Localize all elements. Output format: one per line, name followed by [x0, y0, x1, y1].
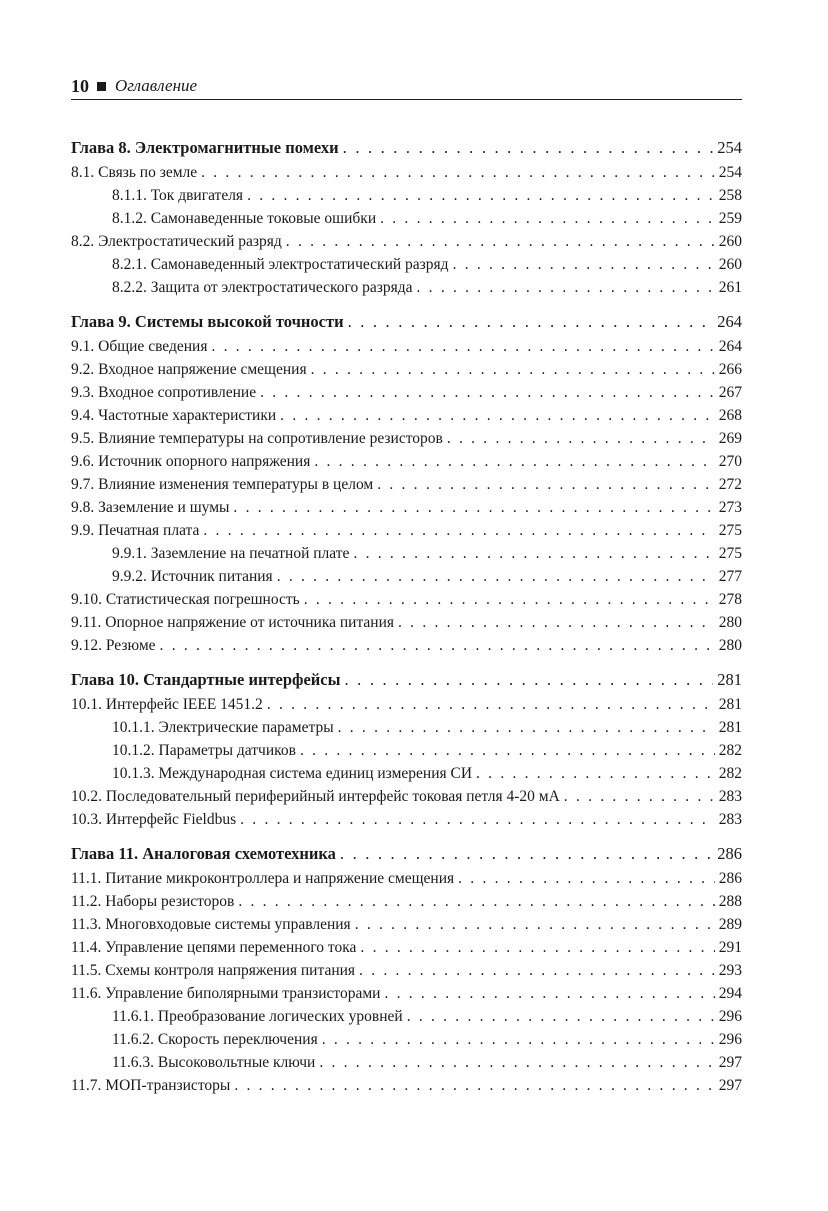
toc-page-number: 280: [718, 614, 742, 631]
toc-page-number: 254: [718, 164, 742, 181]
toc-subsection-entry[interactable]: [71, 276, 742, 299]
toc-section-entry[interactable]: [71, 161, 742, 184]
dot-leader: [360, 936, 714, 959]
dot-leader: [398, 611, 715, 634]
toc-subsection-entry[interactable]: [71, 184, 742, 207]
toc-section-entry[interactable]: [71, 519, 742, 542]
toc-subsection-entry[interactable]: [71, 739, 742, 762]
toc-chapter-heading[interactable]: [71, 308, 742, 335]
toc-page-number: 258: [718, 187, 742, 204]
toc-entry-title: 9.9. Печатная плата: [71, 522, 200, 539]
toc-entry-title: Глава 9. Системы высокой точности: [71, 312, 344, 331]
toc-section-entry[interactable]: [71, 496, 742, 519]
dot-leader: [458, 867, 715, 890]
toc-section-entry[interactable]: [71, 936, 742, 959]
toc-chapter: [71, 666, 742, 831]
toc-entry-title: Глава 11. Аналоговая схемотехника: [71, 844, 336, 863]
toc-page-number: 280: [718, 637, 742, 654]
toc-page-number: 283: [718, 811, 742, 828]
toc-entry-title: 11.2. Наборы резисторов: [71, 893, 235, 910]
toc-page-number: 264: [717, 312, 742, 331]
dot-leader: [338, 716, 715, 739]
toc-section-entry[interactable]: [71, 473, 742, 496]
dot-leader: [343, 134, 714, 161]
toc-page-number: 282: [718, 765, 742, 782]
toc-section-entry[interactable]: [71, 450, 742, 473]
toc-section-entry[interactable]: [71, 358, 742, 381]
dot-leader: [240, 808, 715, 831]
running-header: [71, 73, 742, 100]
toc-entry-title: 8.2.2. Защита от электростатического разряда: [112, 279, 413, 296]
toc-page-number: 254: [717, 138, 742, 157]
toc-entry-title: 10.1.3. Международная система единиц измерения СИ: [112, 765, 473, 782]
toc-page-number: 261: [718, 279, 742, 296]
dot-leader: [160, 634, 715, 657]
toc-page-number: 281: [717, 670, 742, 689]
dot-leader: [203, 519, 714, 542]
dot-leader: [380, 207, 715, 230]
toc-section-entry[interactable]: [71, 381, 742, 404]
dot-leader: [211, 335, 714, 358]
toc-entry-title: 10.1.1. Электрические параметры: [112, 719, 334, 736]
toc-page-number: 293: [718, 962, 742, 979]
toc-section-entry[interactable]: [71, 785, 742, 808]
toc-page-number: 289: [718, 916, 742, 933]
dot-leader: [564, 785, 715, 808]
toc-entry-title: 11.6.1. Преобразование логических уровней: [112, 1008, 403, 1025]
dot-leader: [417, 276, 715, 299]
toc-entry-title: 9.5. Влияние температуры на сопротивление резисторов: [71, 430, 443, 447]
toc-section-entry[interactable]: [71, 230, 742, 253]
dot-leader: [355, 913, 715, 936]
toc-section-entry[interactable]: [71, 427, 742, 450]
toc-section-entry[interactable]: [71, 611, 742, 634]
toc-page-number: 275: [718, 545, 742, 562]
toc-chapter: [71, 840, 742, 1097]
dot-leader: [322, 1028, 715, 1051]
dot-leader: [345, 666, 714, 693]
toc-entry-title: 9.9.2. Источник питания: [112, 568, 273, 585]
dot-leader: [384, 982, 714, 1005]
dot-leader: [359, 959, 715, 982]
dot-leader: [304, 588, 715, 611]
toc-section-entry[interactable]: [71, 982, 742, 1005]
toc-section-entry[interactable]: [71, 1074, 742, 1097]
toc-entry-title: 8.1.2. Самонаведенные токовые ошибки: [112, 210, 377, 227]
toc-entry-title: 9.2. Входное напряжение смещения: [71, 361, 307, 378]
toc-page-number: 281: [718, 719, 742, 736]
toc-entry-title: 9.12. Резюме: [71, 637, 156, 654]
toc-subsection-entry[interactable]: [71, 1005, 742, 1028]
dot-leader: [267, 693, 715, 716]
toc-entry-title: 11.6. Управление биполярными транзисторами: [71, 985, 381, 1002]
toc-entry-title: 9.1. Общие сведения: [71, 338, 208, 355]
toc-page-number: 259: [718, 210, 742, 227]
dot-leader: [277, 565, 715, 588]
toc-section-entry[interactable]: [71, 588, 742, 611]
dot-leader: [453, 253, 715, 276]
toc-page-number: 282: [718, 742, 742, 759]
toc-subsection-entry[interactable]: [71, 1051, 742, 1074]
dot-leader: [447, 427, 715, 450]
toc-section-entry[interactable]: [71, 913, 742, 936]
toc-entry-title: Глава 10. Стандартные интерфейсы: [71, 670, 341, 689]
toc-entry-title: 11.4. Управление цепями переменного тока: [71, 939, 357, 956]
dot-leader: [348, 308, 714, 335]
toc-entry-title: 9.10. Статистическая погрешность: [71, 591, 300, 608]
toc-entry-title: 8.2.1. Самонаведенный электростатический разряд: [112, 256, 449, 273]
toc-page-number: 286: [717, 844, 742, 863]
toc-entry-title: 10.3. Интерфейс Fieldbus: [71, 811, 237, 828]
toc-section-entry[interactable]: [71, 959, 742, 982]
toc-page-number: 296: [718, 1008, 742, 1025]
toc-entry-title: 9.6. Источник опорного напряжения: [71, 453, 311, 470]
toc-page-number: 272: [718, 476, 742, 493]
toc-entry-title: 11.5. Схемы контроля напряжения питания: [71, 962, 356, 979]
toc-page-number: 297: [718, 1077, 742, 1094]
toc-section-entry[interactable]: [71, 808, 742, 831]
table-of-contents: [71, 134, 742, 1106]
dot-leader: [407, 1005, 715, 1028]
dot-leader: [286, 230, 715, 253]
toc-entry-title: 9.8. Заземление и шумы: [71, 499, 230, 516]
toc-subsection-entry[interactable]: [71, 565, 742, 588]
toc-section-entry[interactable]: [71, 335, 742, 358]
toc-page-number: 269: [718, 430, 742, 447]
dot-leader: [260, 381, 715, 404]
toc-entry-title: 8.1. Связь по земле: [71, 164, 198, 181]
toc-page-number: 264: [718, 338, 742, 355]
toc-section-entry[interactable]: [71, 634, 742, 657]
toc-page-number: 278: [718, 591, 742, 608]
dot-leader: [201, 161, 715, 184]
toc-page-number: 281: [718, 696, 742, 713]
dot-leader: [280, 404, 715, 427]
toc-subsection-entry[interactable]: [71, 762, 742, 785]
toc-subsection-entry[interactable]: [71, 1028, 742, 1051]
toc-page-number: 297: [718, 1054, 742, 1071]
square-bullet-icon: [97, 82, 106, 91]
dot-leader: [311, 358, 715, 381]
toc-page-number: 273: [718, 499, 742, 516]
dot-leader: [476, 762, 715, 785]
toc-section-entry[interactable]: [71, 890, 742, 913]
dot-leader: [247, 184, 715, 207]
toc-chapter-heading[interactable]: [71, 134, 742, 161]
dot-leader: [300, 739, 715, 762]
toc-section-entry[interactable]: [71, 693, 742, 716]
toc-page-number: 294: [718, 985, 742, 1002]
page-number: 10: [71, 75, 89, 96]
toc-entry-title: 10.1. Интерфейс IEEE 1451.2: [71, 696, 263, 713]
toc-page-number: 275: [718, 522, 742, 539]
toc-page-number: 283: [718, 788, 742, 805]
toc-page-number: 286: [718, 870, 742, 887]
toc-subsection-entry[interactable]: [71, 716, 742, 739]
toc-page-number: 268: [718, 407, 742, 424]
toc-entry-title: 9.3. Входное сопротивление: [71, 384, 257, 401]
toc-page-number: 288: [718, 893, 742, 910]
toc-entry-title: 8.2. Электростатический разряд: [71, 233, 282, 250]
dot-leader: [238, 890, 714, 913]
toc-page-number: 266: [718, 361, 742, 378]
toc-page-number: 267: [718, 384, 742, 401]
toc-page-number: 277: [718, 568, 742, 585]
dot-leader: [340, 840, 713, 867]
toc-entry-title: 11.3. Многовходовые системы управления: [71, 916, 351, 933]
toc-entry-title: Глава 8. Электромагнитные помехи: [71, 138, 339, 157]
toc-page-number: 260: [718, 233, 742, 250]
toc-entry-title: 9.9.1. Заземление на печатной плате: [112, 545, 350, 562]
toc-subsection-entry[interactable]: [71, 253, 742, 276]
toc-section-entry[interactable]: [71, 404, 742, 427]
running-title: Оглавление: [115, 76, 198, 95]
toc-entry-title: 10.1.2. Параметры датчиков: [112, 742, 296, 759]
toc-page-number: 291: [718, 939, 742, 956]
dot-leader: [353, 542, 714, 565]
toc-entry-title: 9.11. Опорное напряжение от источника питания: [71, 614, 395, 631]
toc-entry-title: 11.6.2. Скорость переключения: [112, 1031, 318, 1048]
dot-leader: [233, 496, 714, 519]
toc-page-number: 296: [718, 1031, 742, 1048]
toc-entry-title: 8.1.1. Ток двигателя: [112, 187, 244, 204]
dot-leader: [377, 473, 715, 496]
toc-entry-title: 9.7. Влияние изменения температуры в целом: [71, 476, 374, 493]
dot-leader: [319, 1051, 714, 1074]
toc-entry-title: 11.7. МОП-транзисторы: [71, 1077, 231, 1094]
toc-entry-title: 11.6.3. Высоковольтные ключи: [112, 1054, 316, 1071]
toc-chapter-heading[interactable]: [71, 666, 742, 693]
toc-subsection-entry[interactable]: [71, 542, 742, 565]
toc-entry-title: 11.1. Питание микроконтроллера и напряжение смещения: [71, 870, 455, 887]
toc-page-number: 260: [718, 256, 742, 273]
toc-chapter: [71, 308, 742, 657]
toc-subsection-entry[interactable]: [71, 207, 742, 230]
toc-entry-title: 10.2. Последовательный периферийный интерфейс токовая петля 4-20 мА: [71, 788, 560, 805]
dot-leader: [234, 1074, 714, 1097]
toc-section-entry[interactable]: [71, 867, 742, 890]
toc-chapter-heading[interactable]: [71, 840, 742, 867]
toc-page-number: 270: [718, 453, 742, 470]
toc-chapter: [71, 134, 742, 299]
dot-leader: [314, 450, 714, 473]
toc-entry-title: 9.4. Частотные характеристики: [71, 407, 277, 424]
